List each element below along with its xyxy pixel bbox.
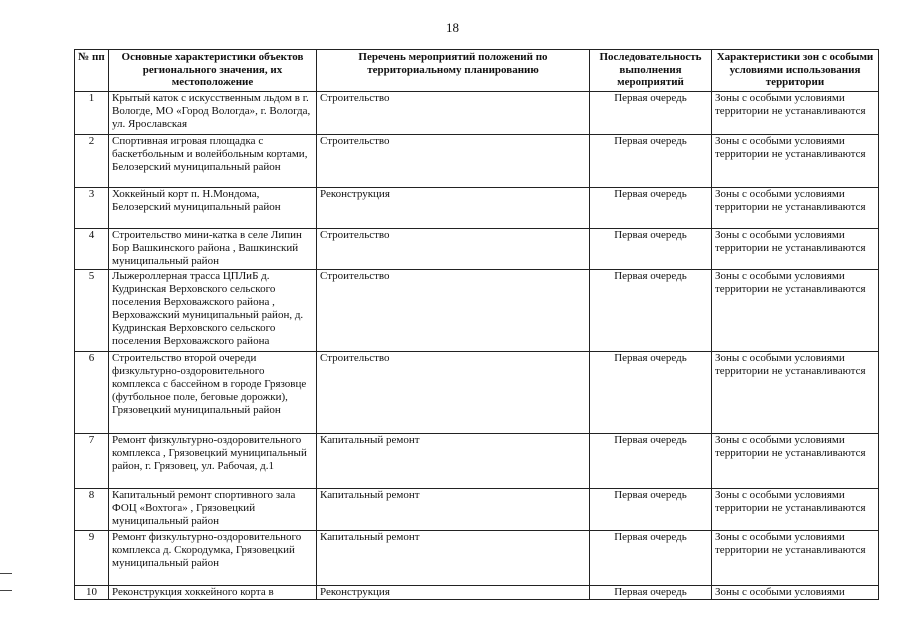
stage: Первая очередь	[590, 434, 712, 489]
planning-table	[74, 49, 879, 600]
zone-info: Зоны с особыми условиями территории не устанавливаются	[712, 434, 879, 489]
object-name: Лыжероллерная трасса ЦПЛиБ д. Кудринская Верховского сельского поселения Верховажского района , Верховажский муниципальный район, д. Кудринская Верховского сельского поселения Верховажского района	[109, 270, 317, 352]
measure-type: Строительство	[317, 352, 590, 434]
row-number: 6	[75, 352, 109, 434]
measure-type: Строительство	[317, 92, 590, 135]
object-name: Строительство второй очереди физкультурно-оздоровительного комплекса с бассейном в городе Грязовце (футбольное поле, беговые дорожки), Грязовецкий муниципальный район	[109, 352, 317, 434]
zone-info: Зоны с особыми условиями территории не устанавливаются	[712, 188, 879, 229]
table-row	[75, 489, 879, 531]
header-measures: Перечень мероприятий положений по территориальному планированию	[317, 50, 590, 92]
measure-type: Капитальный ремонт	[317, 489, 590, 531]
zone-info: Зоны с особыми условиями территории не устанавливаются	[712, 229, 879, 270]
header-name: Основные характеристики объектов регионального значения, их местоположение	[109, 50, 317, 92]
row-number: 5	[75, 270, 109, 352]
row-number: 4	[75, 229, 109, 270]
measure-type: Строительство	[317, 229, 590, 270]
table-row	[75, 531, 879, 586]
table-row	[75, 135, 879, 188]
zone-info: Зоны с особыми условиями территории не устанавливаются	[712, 92, 879, 135]
stage: Первая очередь	[590, 352, 712, 434]
object-name: Реконструкция хоккейного корта в	[109, 586, 317, 600]
measure-type: Капитальный ремонт	[317, 531, 590, 586]
zone-info: Зоны с особыми условиями территории не устанавливаются	[712, 135, 879, 188]
stage: Первая очередь	[590, 531, 712, 586]
table-header-row	[75, 50, 879, 92]
object-name: Ремонт физкультурно-оздоровительного комплекса , Грязовецкий муниципальный район, г. Грязовец, ул. Рабочая, д.1	[109, 434, 317, 489]
stage: Первая очередь	[590, 586, 712, 600]
margin-mark	[0, 573, 12, 574]
row-number: 9	[75, 531, 109, 586]
stage: Первая очередь	[590, 489, 712, 531]
object-name: Строительство мини-катка в селе Липин Бор Вашкинского района , Вашкинский муниципальный район	[109, 229, 317, 270]
zone-info: Зоны с особыми условиями территории не устанавливаются	[712, 352, 879, 434]
object-name: Хоккейный корт п. Н.Мондома, Белозерский муниципальный район	[109, 188, 317, 229]
row-number: 2	[75, 135, 109, 188]
table-row	[75, 229, 879, 270]
table-row	[75, 434, 879, 489]
object-name: Крытый каток с искусственным льдом в г. Вологде, МО «Город Вологда», г. Вологда, ул. Ярославская	[109, 92, 317, 135]
stage: Первая очередь	[590, 92, 712, 135]
page-number: 18	[446, 20, 459, 35]
row-number: 7	[75, 434, 109, 489]
zone-info: Зоны с особыми условиями территории не устанавливаются	[712, 270, 879, 352]
zone-info: Зоны с особыми условиями территории не устанавливаются	[712, 489, 879, 531]
zone-info: Зоны с особыми условиями территории не устанавливаются	[712, 531, 879, 586]
row-number: 3	[75, 188, 109, 229]
stage: Первая очередь	[590, 135, 712, 188]
row-number: 8	[75, 489, 109, 531]
zone-info: Зоны с особыми условиями	[712, 586, 879, 600]
row-number: 10	[75, 586, 109, 600]
row-number: 1	[75, 92, 109, 135]
object-name: Ремонт физкультурно-оздоровительного комплекса д. Скородумка, Грязовецкий муниципальный район	[109, 531, 317, 586]
header-num: № пп	[75, 50, 109, 92]
object-name: Спортивная игровая площадка с баскетбольным и волейбольным кортами, Белозерский муниципальный район	[109, 135, 317, 188]
measure-type: Строительство	[317, 270, 590, 352]
object-name: Капитальный ремонт спортивного зала ФОЦ «Вохтога» , Грязовецкий муниципальный район	[109, 489, 317, 531]
measure-type: Реконструкция	[317, 188, 590, 229]
stage: Первая очередь	[590, 188, 712, 229]
table-row	[75, 188, 879, 229]
margin-mark	[0, 590, 12, 591]
measure-type: Строительство	[317, 135, 590, 188]
table-row	[75, 586, 879, 600]
stage: Первая очередь	[590, 229, 712, 270]
table-row	[75, 92, 879, 135]
measure-type: Капитальный ремонт	[317, 434, 590, 489]
header-zones: Характеристики зон с особыми условиями использования территории	[712, 50, 879, 92]
measure-type: Реконструкция	[317, 586, 590, 600]
table-row	[75, 352, 879, 434]
stage: Первая очередь	[590, 270, 712, 352]
table-row	[75, 270, 879, 352]
header-sequence: Последовательность выполнения мероприятий	[590, 50, 712, 92]
